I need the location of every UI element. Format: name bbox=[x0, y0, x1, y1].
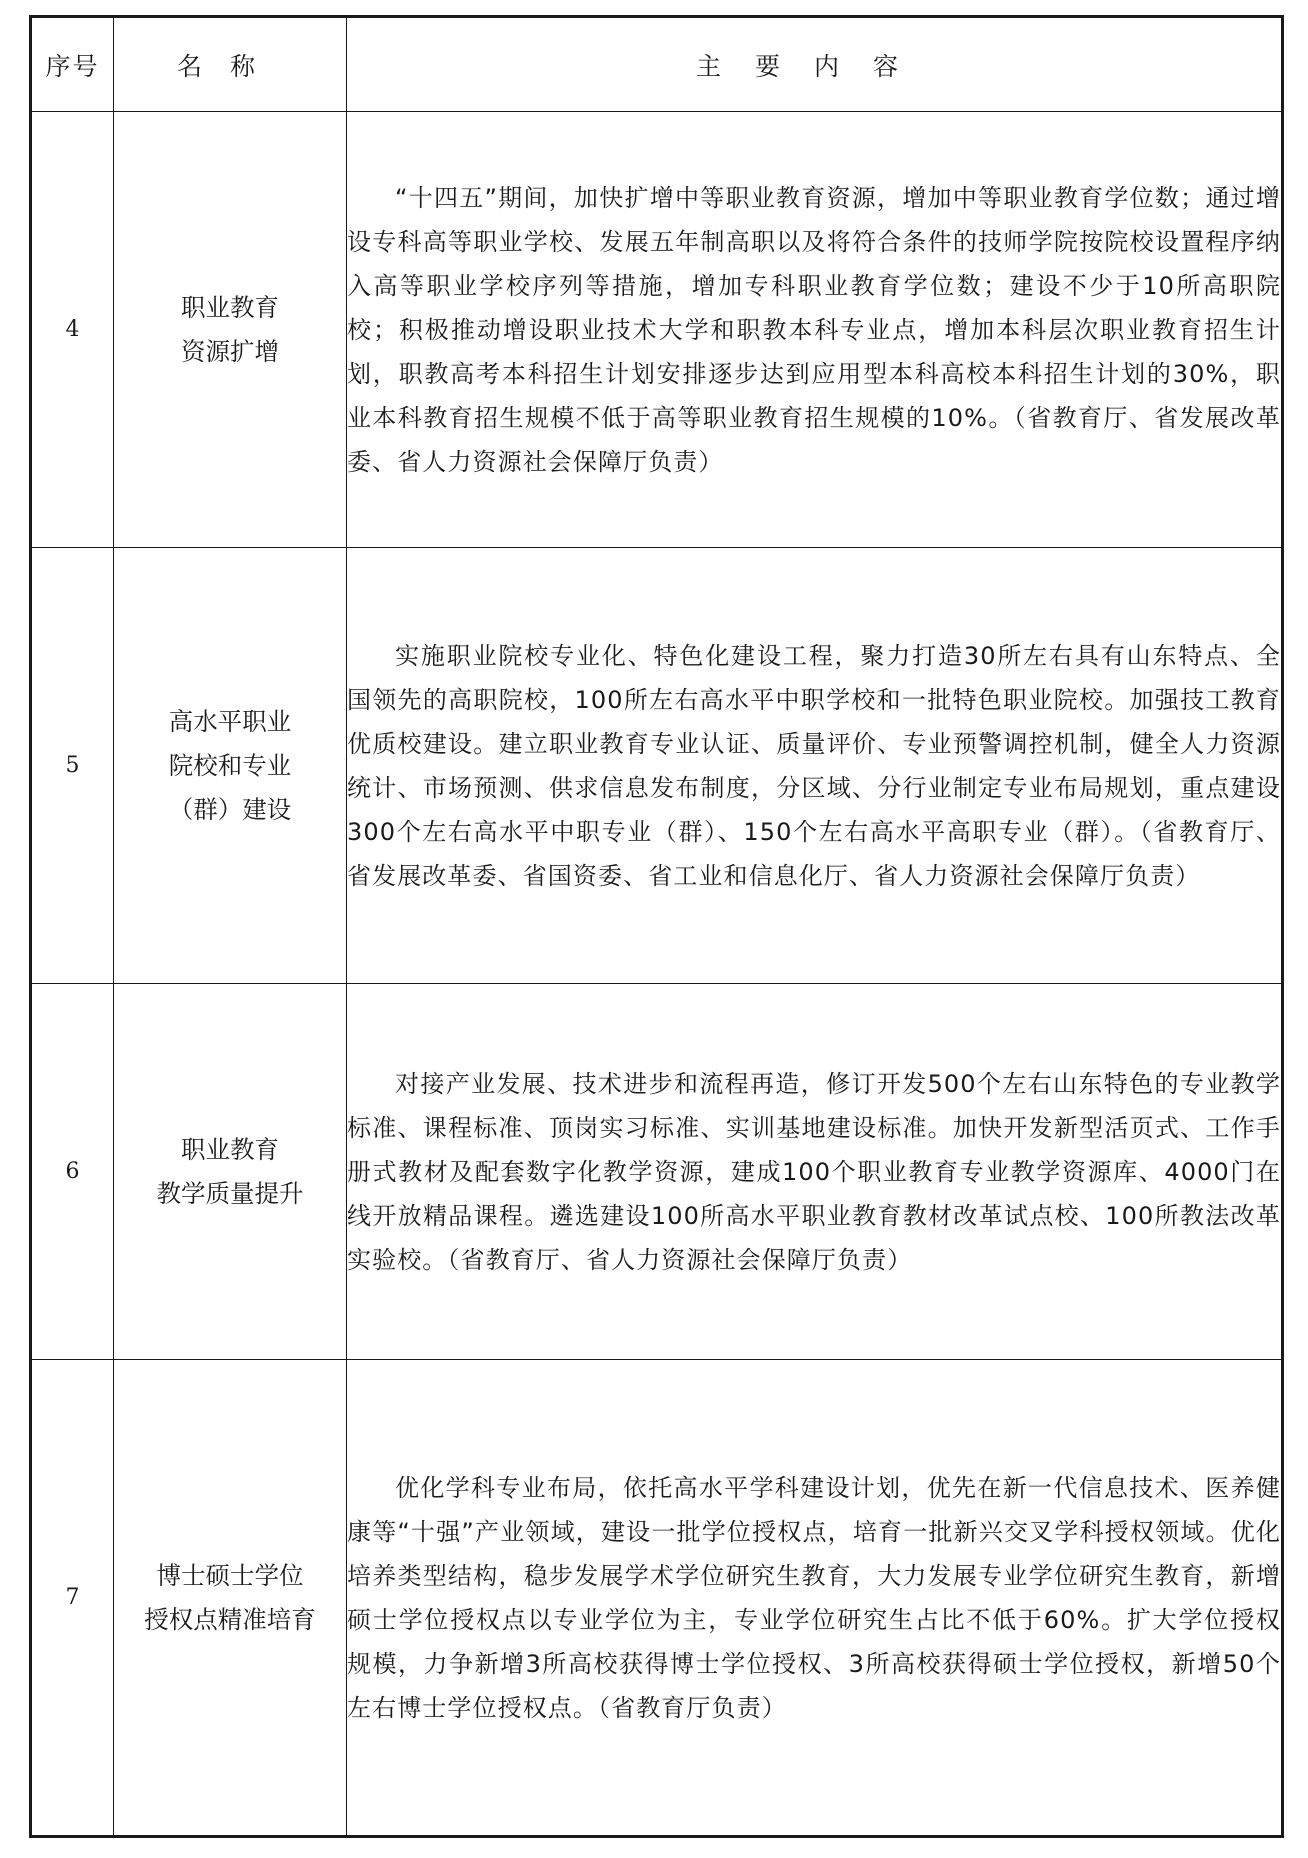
row-number: 5 bbox=[31, 548, 114, 984]
table-header-row bbox=[31, 17, 1283, 112]
row-content: 优化学科专业布局，依托高水平学科建设计划，优先在新一代信息技术、医养健康等“十强”产业领域，建设一批学位授权点，培育一批新兴交叉学科授权领域。优化培养类型结构，稳步发展学术学位研究生教育，大力发展专业学位研究生教育，新增硕士学位授权点以专业学位为主，专业学位研究生占比不低于60%。扩大学位授权规模，力争新增3所高校获得博士学位授权、3所高校获得硕士学位授权，新增50个左右博士学位授权点。（省教育厅负责） bbox=[347, 1360, 1283, 1837]
header-name: 名称 bbox=[114, 17, 347, 112]
row-content: “十四五”期间，加快扩增中等职业教育资源，增加中等职业教育学位数；通过增设专科高等职业学校、发展五年制高职以及将符合条件的技师学院按院校设置程序纳入高等职业学校序列等措施，增加专科职业教育学位数；建设不少于10所高职院校；积极推动增设职业技术大学和职教本科专业点，增加本科层次职业教育招生计划，职教高考本科招生计划安排逐步达到应用型本科高校本科招生计划的30%，职业本科教育招生规模不低于高等职业教育招生规模的10%。（省教育厅、省发展改革委、省人力资源社会保障厅负责） bbox=[347, 112, 1283, 548]
row-name-line: 资源扩增 bbox=[181, 336, 279, 366]
table-row bbox=[31, 548, 1283, 984]
row-name bbox=[114, 548, 347, 984]
row-name-line: 院校和专业 bbox=[168, 750, 292, 780]
row-name bbox=[114, 984, 347, 1360]
row-name-line: 职业教育 bbox=[181, 1134, 279, 1164]
row-name-line: （群）建设 bbox=[168, 794, 292, 824]
row-name-line: 职业教育 bbox=[181, 292, 279, 322]
row-number: 7 bbox=[31, 1360, 114, 1837]
header-content: 主要内容 bbox=[347, 17, 1283, 112]
document-page bbox=[29, 15, 1281, 1835]
row-content: 实施职业院校专业化、特色化建设工程，聚力打造30所左右具有山东特点、全国领先的高职院校，100所左右高水平中职学校和一批特色职业院校。加强技工教育优质校建设。建立职业教育专业认证、质量评价、专业预警调控机制，健全人力资源统计、市场预测、供求信息发布制度，分区域、分行业制定专业布局规划，重点建设300个左右高水平中职专业（群）、150个左右高水平高职专业（群）。（省教育厅、省发展改革委、省国资委、省工业和信息化厅、省人力资源社会保障厅负责） bbox=[347, 548, 1283, 984]
header-no: 序号 bbox=[31, 17, 114, 112]
row-name-line: 教学质量提升 bbox=[156, 1178, 304, 1208]
table-row bbox=[31, 984, 1283, 1360]
row-name-line: 博士硕士学位 bbox=[156, 1560, 304, 1590]
row-content: 对接产业发展、技术进步和流程再造，修订开发500个左右山东特色的专业教学标准、课程标准、顶岗实习标准、实训基地建设标准。加快开发新型活页式、工作手册式教材及配套数字化教学资源，建成100个职业教育专业教学资源库、4000门在线开放精品课程。遴选建设100所高水平职业教育教材改革试点校、100所教法改革实验校。（省教育厅、省人力资源社会保障厅负责） bbox=[347, 984, 1283, 1360]
row-number: 6 bbox=[31, 984, 114, 1360]
row-name-line: 高水平职业 bbox=[168, 706, 292, 736]
row-name bbox=[114, 112, 347, 548]
row-name bbox=[114, 1360, 347, 1837]
table-row bbox=[31, 112, 1283, 548]
plan-table bbox=[29, 15, 1284, 1838]
row-number: 4 bbox=[31, 112, 114, 548]
table-row bbox=[31, 1360, 1283, 1837]
row-name-line: 授权点精准培育 bbox=[144, 1604, 316, 1634]
